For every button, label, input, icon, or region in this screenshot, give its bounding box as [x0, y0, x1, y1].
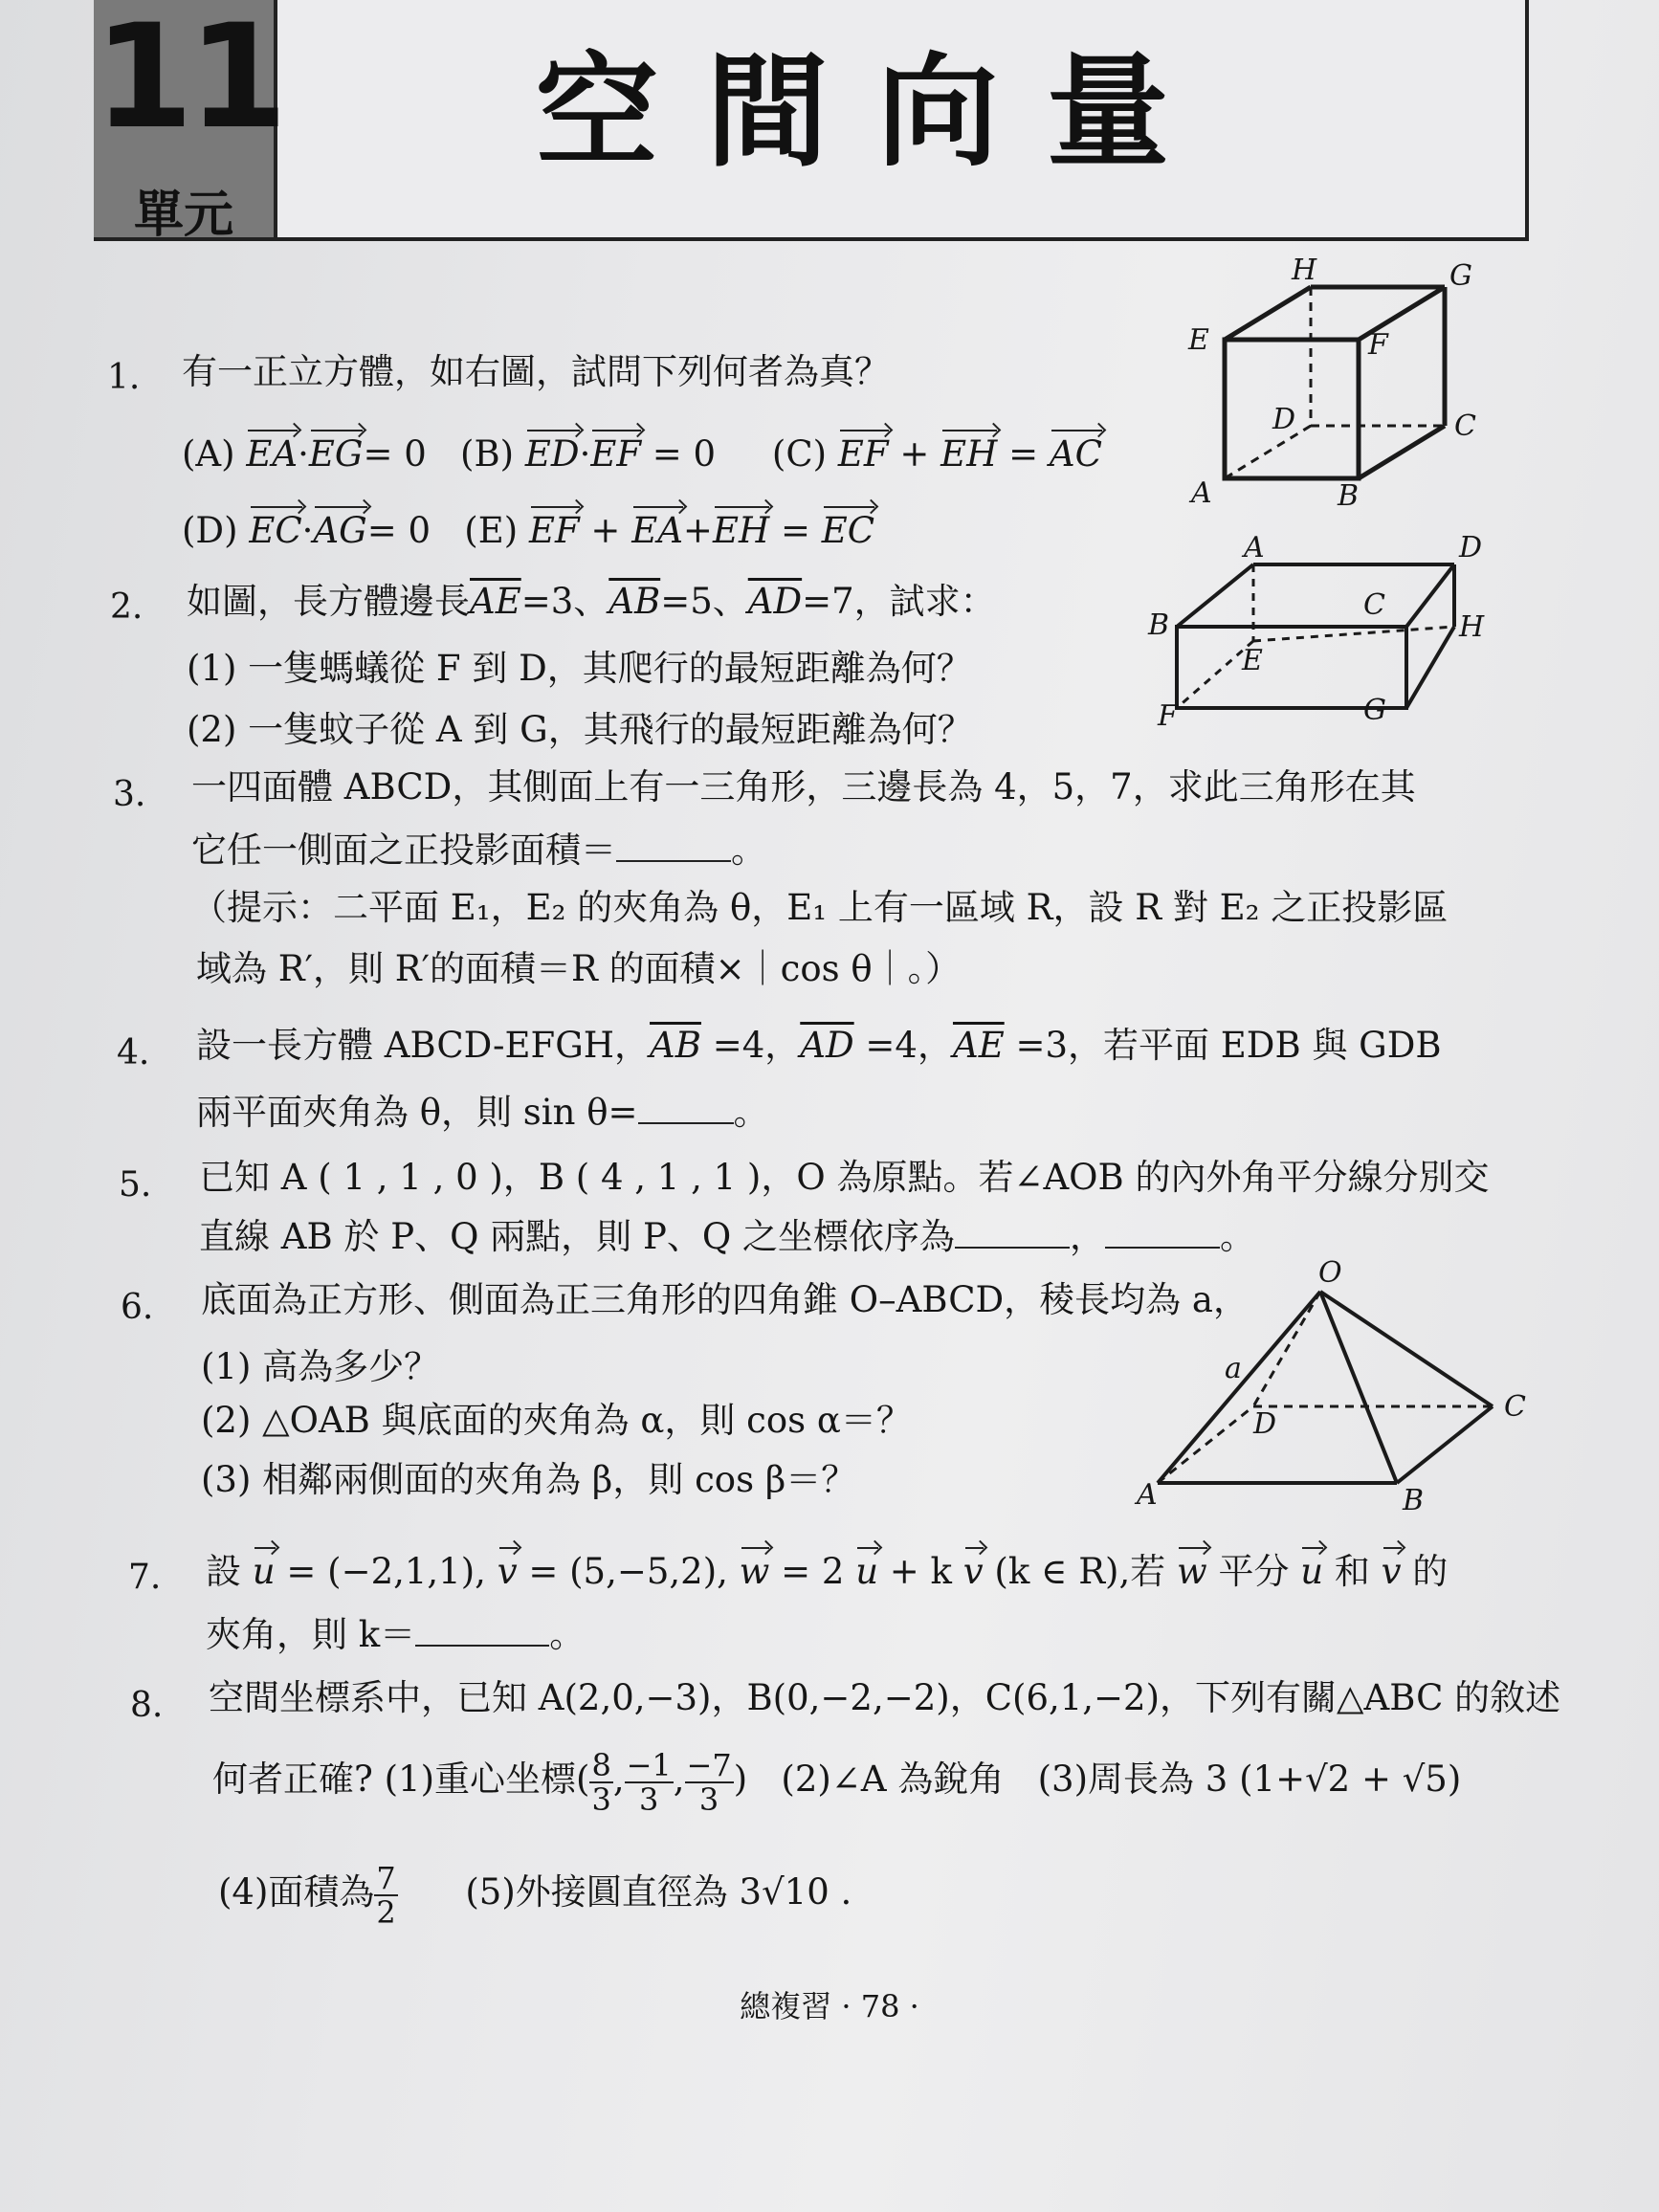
q7-line1: 設 u = (−2,1,1), v = (5,−5,2), w = 2 u + k v (k ∈ R),若 w 平分 u 和 v 的 — [206, 1551, 1449, 1592]
q4-line1: 設一長方體 ABCD-EFGH，$\overline{AB} =4$，$\overline{AD} =4$，$\overline{AE} =3$，若平面 EDB 與 GDB — [196, 1025, 1442, 1066]
q3-line1: 一四面體 ABCD，其側面上有一三角形，三邊長為 4，5，7，求此三角形在其 — [191, 766, 1416, 807]
box-label-b: B — [1148, 608, 1170, 642]
box-label-d: D — [1459, 531, 1483, 564]
q6-part3: (3) 相鄰兩側面的夾角為 β，則 cos β＝？ — [201, 1459, 857, 1500]
box-label-h: H — [1459, 610, 1485, 644]
pyramid-figure — [1129, 1253, 1531, 1521]
q5-line1: 已知 A ( 1 , 1 , 0 )，B ( 4 , 1 , 1 )，O 為原點。若∠AOB 的內外角平分線分別交 — [199, 1157, 1490, 1198]
fraction-8-3: $\frac{8}{3}$ — [591, 1746, 611, 1818]
q3-number: 3. — [113, 775, 146, 814]
q3-hint-line1: （提示：二平面 E₁，E₂ 的夾角為 θ，E₁ 上有一區域 R，設 R 對 E₂ 之正投影區 — [191, 887, 1449, 928]
q2-part1: (1) 一隻螞蟻從 F 到 D，其爬行的最短距離為何？ — [187, 648, 972, 689]
q2-stem: 如圖，長方體邊長$\overline{AE}=3$、$\overline{AB}=5$、$\overline{AD}=7$，試求： — [187, 581, 996, 622]
q5-number: 5. — [119, 1165, 152, 1205]
fraction-neg1-3: $\frac{-1}{3}$ — [626, 1746, 672, 1818]
cube-label-b: B — [1338, 479, 1360, 513]
q1-options-row1: (A) EA·EG= 0 (B) ED·EF = 0 (C) EF + EH = AC — [182, 433, 1102, 475]
q2-number: 2. — [110, 587, 144, 627]
q8-line3: (4)面積為 $\frac{7}{2}$ (5)外接圓直徑為 3√10 . — [218, 1859, 852, 1931]
fraction-neg7-3: $\frac{-7}{3}$ — [686, 1746, 732, 1818]
q1-options-row2: (D) EC·AG= 0 (E) EF + EA+EH = EC — [182, 510, 875, 551]
cube-label-f: F — [1368, 328, 1388, 362]
q1-number: 1. — [107, 358, 141, 397]
unit-badge — [94, 0, 282, 244]
unit-label: 單元 — [133, 187, 233, 244]
box-label-a: A — [1244, 531, 1265, 564]
q6-part2: (2) △OAB 與底面的夾角為 α，則 cos α＝？ — [201, 1400, 912, 1441]
cube-label-h: H — [1292, 254, 1317, 287]
cube-label-d: D — [1272, 403, 1296, 436]
pyramid-label-edge-a: a — [1225, 1352, 1242, 1385]
q7-line2: 夾角，則 k＝ 。 — [206, 1614, 586, 1655]
unit-number: 11 — [94, 0, 282, 161]
box-label-f: F — [1158, 699, 1178, 733]
pyramid-label-o: O — [1318, 1256, 1342, 1290]
cube-label-e: E — [1188, 323, 1209, 357]
box-figure — [1148, 531, 1512, 733]
q8-number: 8. — [130, 1686, 164, 1725]
q6-part1: (1) 高為多少？ — [201, 1346, 440, 1387]
q3-hint-line2: 域為 R′，則 R′的面積＝R 的面積×｜cos θ｜。） — [196, 948, 962, 989]
pyramid-label-b: B — [1403, 1484, 1425, 1517]
chapter-title: 空間向量 — [536, 41, 1218, 184]
pyramid-label-d: D — [1253, 1407, 1277, 1441]
page-footer: 總複習 · 78 · — [740, 1988, 919, 2024]
q8-line1: 空間坐標系中，已知 A(2,0,−3)，B(0,−2,−2)，C(6,1,−2)，下列有關△ABC 的敘述 — [209, 1677, 1561, 1718]
pyramid-label-c: C — [1504, 1390, 1526, 1424]
box-label-c: C — [1363, 588, 1385, 622]
q7-number: 7. — [128, 1558, 162, 1597]
q5-line2: 直線 AB 於 P、Q 兩點，則 P、Q 之坐標依序為 ， 。 — [199, 1216, 1255, 1257]
q2-part2: (2) 一隻蚊子從 A 到 G，其飛行的最短距離為何？ — [187, 709, 973, 750]
q8-line2: 何者正確? (1)重心坐標( $\frac{8}{3}$ , $\frac{-1}{3}$ , $\frac{-7}{3}$ ) (2)∠A 為銳角 (3)周長為 3 (1+√2 + √5) — [212, 1746, 1462, 1818]
q1-stem: 有一正立方體，如右圖，試問下列何者為真？ — [182, 351, 890, 392]
fraction-7-2: $\frac{7}{2}$ — [376, 1859, 396, 1931]
q4-line2: 兩平面夾角為 θ，則 sin θ= 。 — [196, 1092, 769, 1133]
cube-label-g: G — [1449, 259, 1472, 293]
q6-number: 6. — [121, 1288, 154, 1327]
cube-figure — [1177, 254, 1493, 513]
q3-line2: 它任一側面之正投影面積＝ 。 — [191, 830, 766, 871]
cube-label-a: A — [1191, 476, 1212, 510]
cube-label-c: C — [1454, 409, 1476, 443]
box-label-e: E — [1242, 644, 1263, 677]
q6-line1: 底面為正方形、側面為正三角形的四角錐 O–ABCD，稜長均為 a， — [201, 1279, 1249, 1320]
box-label-g: G — [1363, 694, 1386, 727]
q4-number: 4. — [117, 1033, 150, 1073]
pyramid-label-a: A — [1137, 1478, 1158, 1512]
